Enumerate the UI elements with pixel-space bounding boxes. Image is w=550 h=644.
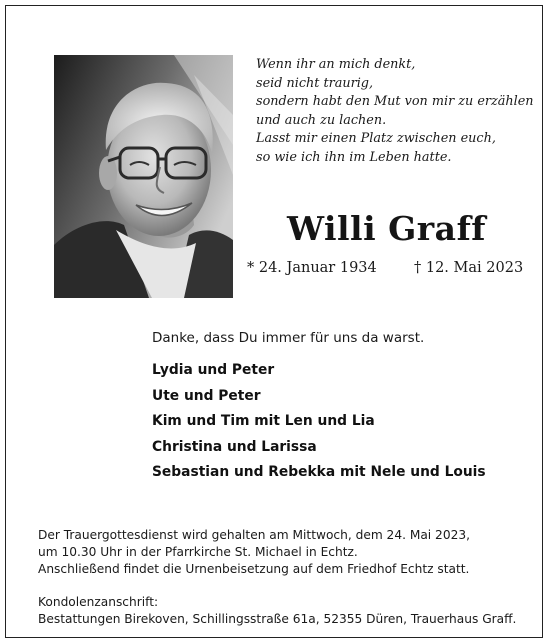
service-line: Der Trauergottesdienst wird gehalten am Mittwoch, dem 24. Mai 2023, [38,528,470,542]
condolence-address-line: Bestattungen Birekoven, Schillingsstraße 61a, 52355 Düren, Trauerhaus Graff. [38,612,517,627]
family-member: Lydia und Peter [152,362,275,378]
poem-line: Lasst mir einen Platz zwischen euch, [256,131,496,147]
portrait-photo [54,55,233,298]
birth-date: * 24. Januar 1934 [247,260,377,276]
poem-line: sondern habt den Mut von mir zu erzählen [256,94,534,110]
service-information [38,527,470,579]
poem-line: seid nicht traurig, [256,75,374,91]
death-date: † 12. Mai 2023 [414,260,524,276]
family-member: Christina und Larissa [152,438,317,455]
poem-line: so wie ich ihn im Leben hatte. [256,149,452,165]
service-line: um 10.30 Uhr in der Pfarrkirche St. Michael in Echtz. [38,545,358,560]
family-list [152,358,486,486]
service-line: Anschließend findet die Urnenbeisetzung auf dem Friedhof Echtz statt. [38,562,470,577]
deceased-name: Willi Graff [287,209,486,248]
poem-line: Wenn ihr an mich denkt, [256,57,416,72]
family-member: Ute und Peter [152,387,261,404]
thanks-message: Danke, dass Du immer für uns da warst. [152,330,425,346]
family-member: Sebastian und Rebekka mit Nele und Louis [152,464,486,481]
condolence-address [38,594,516,628]
condolence-heading: Kondolenzanschrift: [38,595,159,609]
family-member: Kim und Tim mit Len und Lia [152,413,375,430]
portrait-image [54,55,233,298]
memorial-poem [256,56,541,168]
poem-line: und auch zu lachen. [256,112,387,128]
